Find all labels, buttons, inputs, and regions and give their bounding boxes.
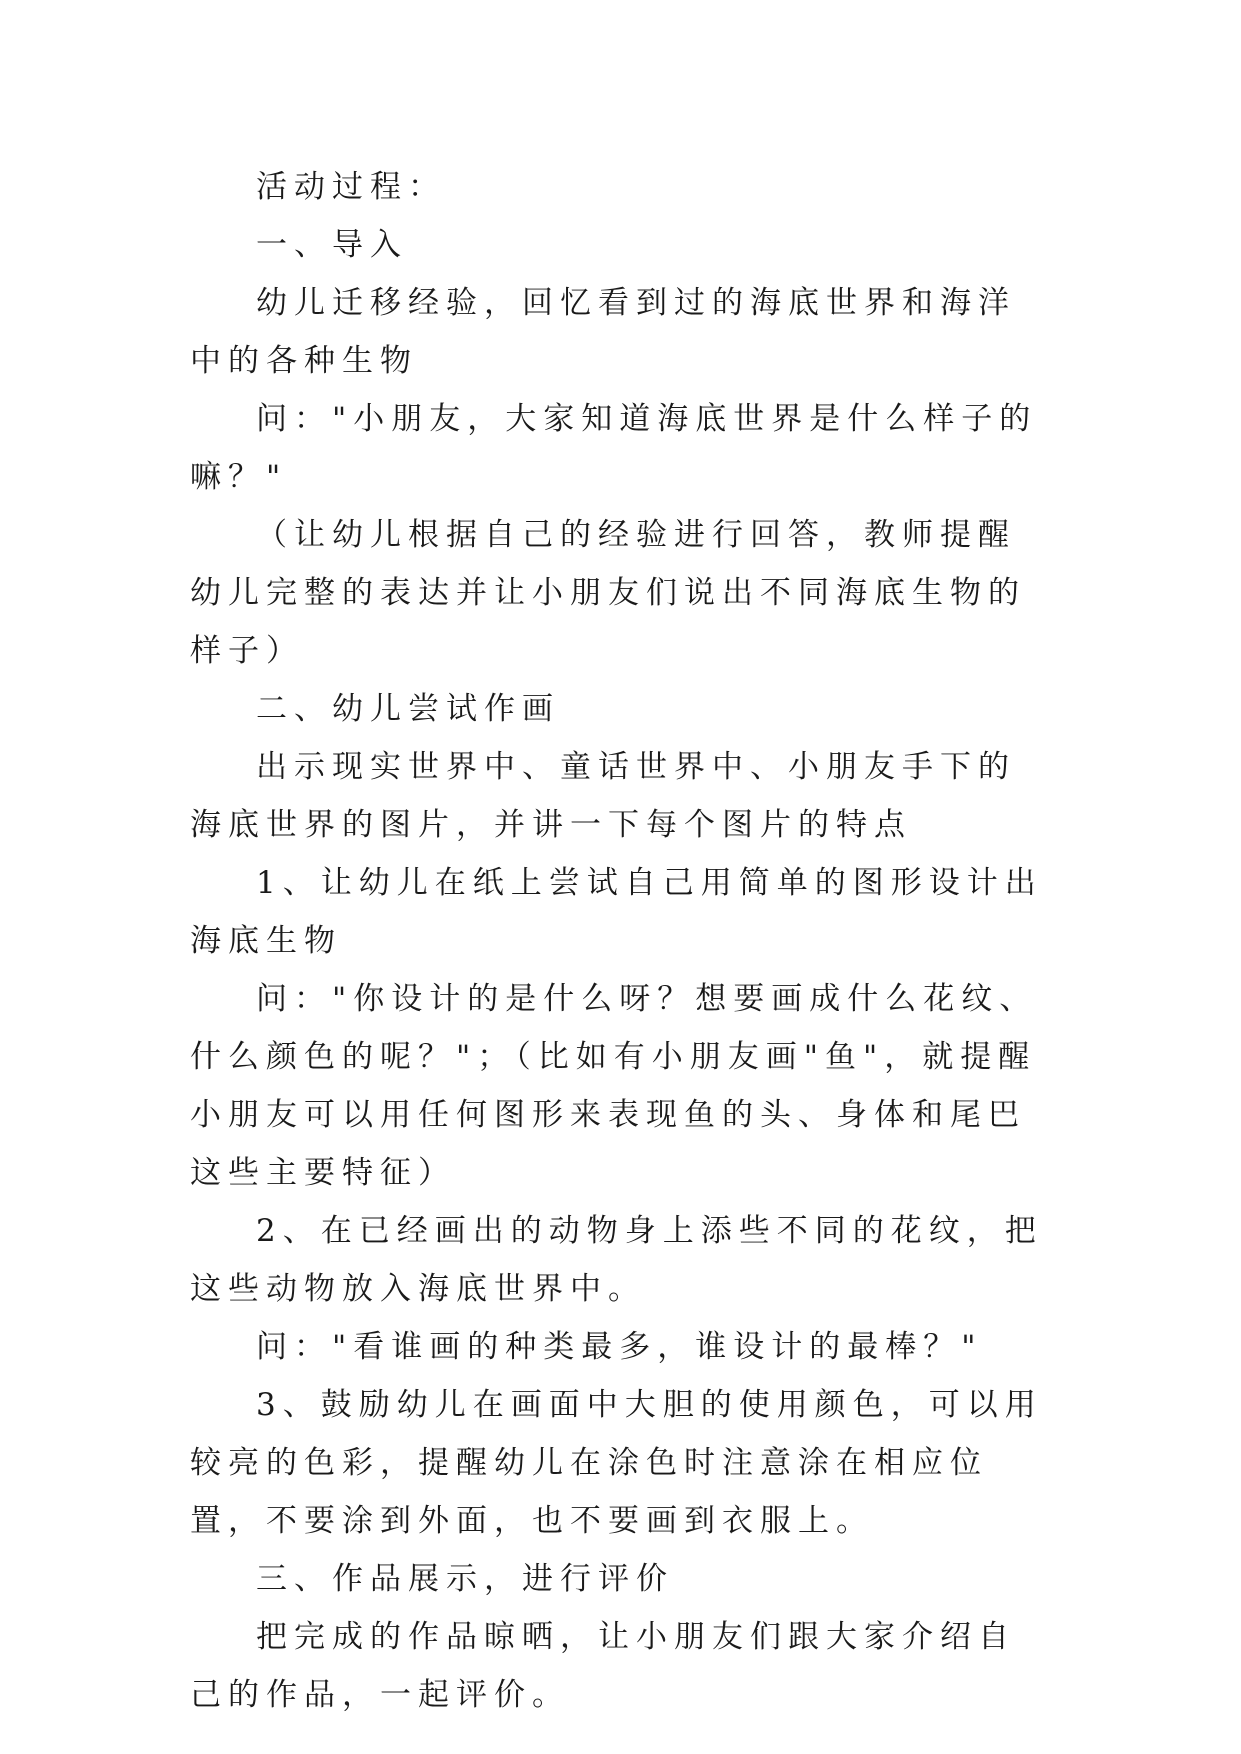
paragraph-note-1: （让幼儿根据自己的经验进行回答，教师提醒幼儿完整的表达并让小朋友们说出不同海底生物的样子） [190, 517, 1026, 669]
paragraph-step-1: 1、让幼儿在纸上尝试自己用简单的图形设计出海底生物 [190, 865, 1043, 959]
paragraph-evaluation: 把完成的作品晾晒，让小朋友们跟大家介绍自己的作品，一起评价。 [190, 1619, 1016, 1713]
paragraph-step-2: 2、在已经画出的动物身上添些不同的花纹，把这些动物放入海底世界中。 [190, 1213, 1043, 1307]
section-heading-drawing: 二、幼儿尝试作画 [256, 691, 560, 727]
section-heading-display: 三、作品展示，进行评价 [256, 1561, 674, 1597]
paragraph-show-pictures: 出示现实世界中、童话世界中、小朋友手下的海底世界的图片，并讲一下每个图片的特点 [190, 749, 1016, 843]
paragraph-question-1: 问："小朋友，大家知道海底世界是什么样子的嘛？" [190, 401, 1038, 495]
section-heading-intro: 一、导入 [256, 227, 408, 263]
document-body [190, 158, 1050, 1724]
paragraph-question-3: 问："看谁画的种类最多，谁设计的最棒？" [256, 1329, 983, 1365]
paragraph-experience: 幼儿迁移经验，回忆看到过的海底世界和海洋中的各种生物 [190, 285, 1016, 379]
paragraph-question-2: 问："你设计的是什么呀？想要画成什么花纹、什么颜色的呢？"；（比如有小朋友画"鱼"，就提醒小朋友可以用任何图形来表现鱼的头、身体和尾巴这些主要特征） [190, 981, 1038, 1191]
heading-activity-process: 活动过程： [256, 169, 446, 205]
paragraph-step-3: 3、鼓励幼儿在画面中大胆的使用颜色，可以用较亮的色彩，提醒幼儿在涂色时注意涂在相应位置，不要涂到外面，也不要画到衣服上。 [190, 1387, 1043, 1539]
